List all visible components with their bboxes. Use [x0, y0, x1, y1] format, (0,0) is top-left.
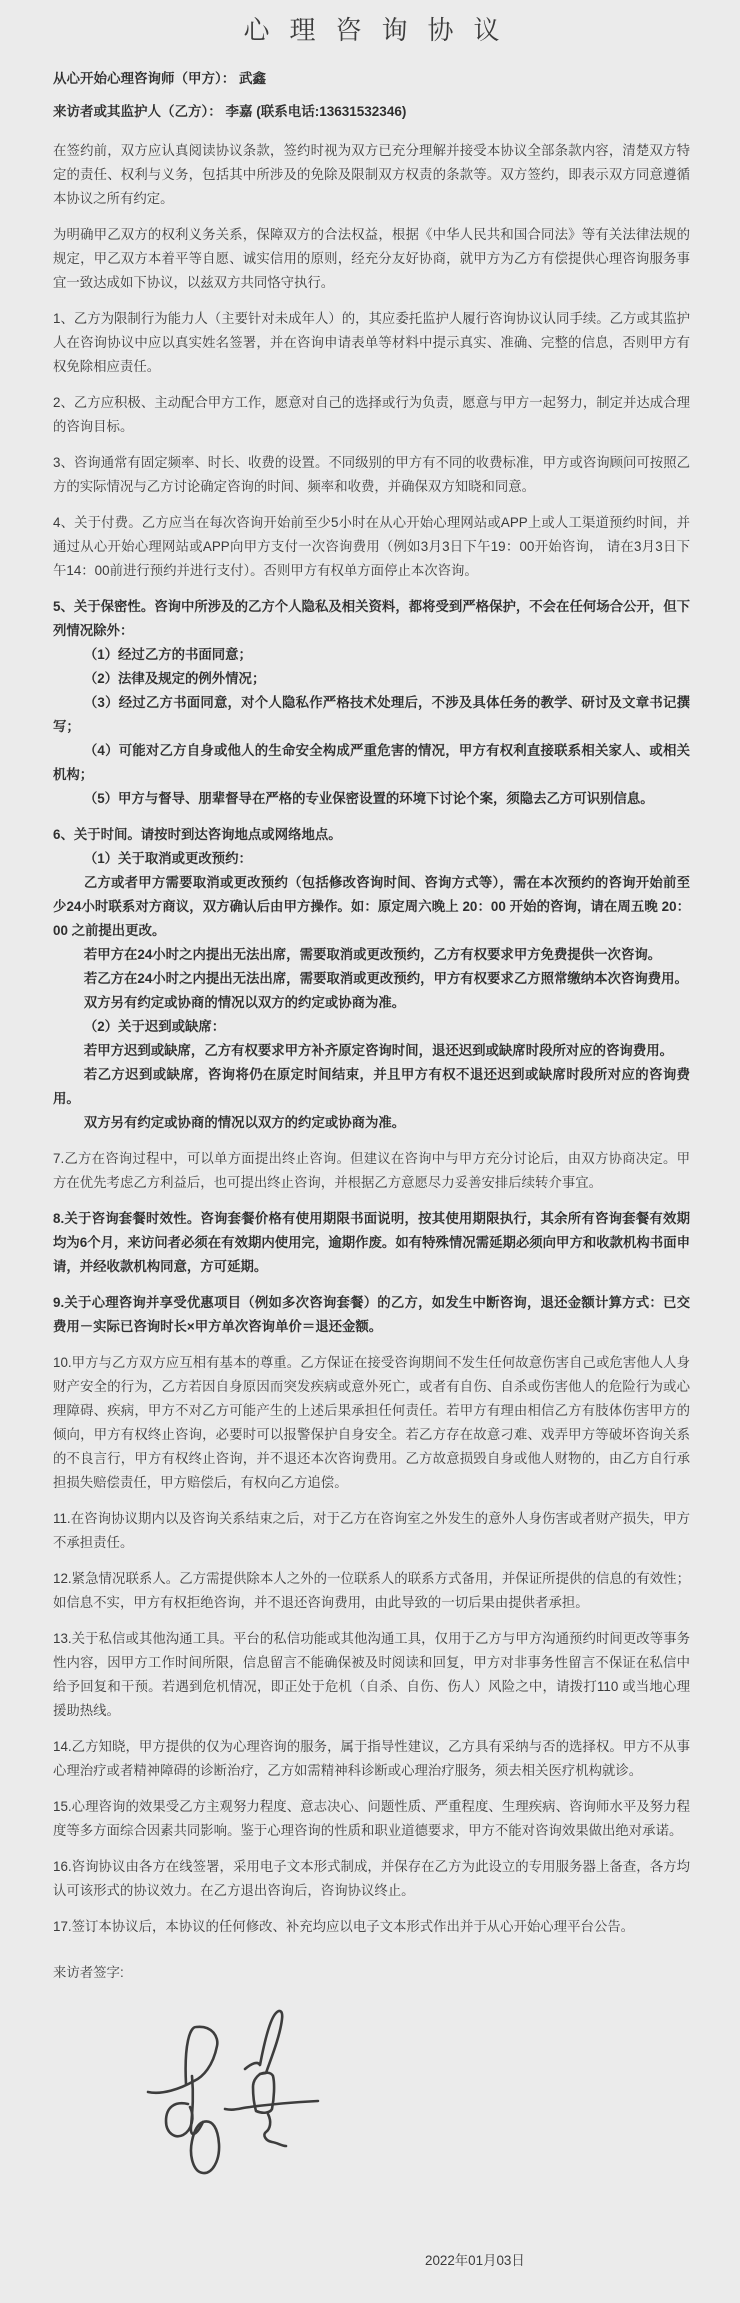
agreement-paragraph: 9.关于心理咨询并享受优惠项目（例如多次咨询套餐）的乙方，如发生中断咨询，退还金额计算方式：已交费用－实际已咨询时长×甲方单次咨询单价＝退还金额。: [53, 1295, 690, 1334]
agreement-paragraph: （5）甲方与督导、朋辈督导在严格的专业保密设置的环境下讨论个案，须隐去乙方可识别信息。: [83, 791, 654, 806]
agreement-paragraph: 若乙方在24小时之内提出无法出席，需要取消或更改预约，甲方有权要求乙方照常缴纳本次咨询费用。: [83, 971, 688, 986]
agreement-paragraph: （1）关于取消或更改预约：: [83, 851, 252, 866]
agreement-paragraph: 若甲方迟到或缺席，乙方有权要求甲方补齐原定咨询时间，退还迟到或缺席时段所对应的咨询费用。: [83, 1043, 673, 1058]
agreement-paragraph: （2）法律及规定的例外情况；: [83, 671, 266, 686]
agreement-paragraph: 为明确甲乙双方的权利义务关系，保障双方的合法权益，根据《中华人民共和国合同法》等有关法律法规的规定，甲乙双方本着平等自愿、诚实信用的原则，经充分友好协商，就甲方为乙方有偿提供心理咨询服务事宜一致达成如下协议，以兹双方共同恪守执行。: [53, 227, 690, 290]
handwritten-signature-strokes: [120, 1989, 380, 2239]
agreement-paragraph: 双方另有约定或协商的情况以双方的约定或协商为准。: [83, 995, 406, 1010]
party-a-line: 从心开始心理咨询师（甲方）： 武鑫: [53, 71, 267, 86]
agreement-paragraph: 12.紧急情况联系人。乙方需提供除本人之外的一位联系人的联系方式备用，并保证所提供的信息的有效性；如信息不实，甲方有权拒绝咨询，并不退还咨询费用，由此导致的一切后果由提供者承担。: [53, 1571, 690, 1610]
agreement-paragraph: （3）经过乙方书面同意，对个人隐私作严格技术处理后，不涉及具体任务的教学、研讨及文章书记撰写；: [53, 695, 690, 734]
agreement-paragraph: 8.关于咨询套餐时效性。咨询套餐价格有使用期限书面说明，按其使用期限执行，其余所有咨询套餐有效期均为6个月，来访问者必须在有效期内使用完，逾期作废。如有特殊情况需延期必须向甲方和收款机构书面申请，并经收款机构同意，方可延期。: [53, 1211, 690, 1274]
agreement-body: [53, 139, 690, 1939]
visitor-signature: [120, 1989, 380, 2239]
agreement-paragraph: 11.在咨询协议期内以及咨询关系结束之后，对于乙方在咨询室之外发生的意外人身伤害或者财产损失，甲方不承担责任。: [53, 1511, 690, 1550]
agreement-paragraph: 14.乙方知晓，甲方提供的仅为心理咨询的服务，属于指导性建议，乙方具有采纳与否的选择权。甲方不从事心理治疗或者精神障碍的诊断治疗，乙方如需精神科诊断或心理治疗服务，须去相关医疗机构就诊。: [53, 1739, 690, 1778]
agreement-paragraph: 3、咨询通常有固定频率、时长、收费的设置。不同级别的甲方有不同的收费标准，甲方或咨询顾问可按照乙方的实际情况与乙方讨论确定咨询的时间、频率和收费，并确保双方知晓和同意。: [53, 455, 690, 494]
agreement-paragraph: 1、乙方为限制行为能力人（主要针对未成年人）的，其应委托监护人履行咨询协议认同手续。乙方或其监护人在咨询协议中应以真实姓名签署，并在咨询申请表单等材料中提示真实、准确、完整的信息，否则甲方有权免除相应责任。: [53, 311, 690, 374]
agreement-paragraph: 乙方或者甲方需要取消或更改预约（包括修改咨询时间、咨询方式等），需在本次预约的咨询开始前至少24小时联系对方商议，双方确认后由甲方操作。如：原定周六晚上 20：00 开始的咨询，请在周五晚 20：00 之前提出更改。: [53, 875, 690, 938]
agreement-paragraph: （4）可能对乙方自身或他人的生命安全构成严重危害的情况，甲方有权利直接联系相关家人、或相关机构；: [53, 743, 690, 782]
party-b-line: 来访者或其监护人（乙方）： 李嘉 (联系电话:13631532346): [53, 104, 407, 119]
agreement-paragraph: 10.甲方与乙方双方应互相有基本的尊重。乙方保证在接受咨询期间不发生任何故意伤害自己或危害他人人身财产安全的行为，乙方若因自身原因而突发疾病或意外死亡，或者有自伤、自杀或伤害他人的危险行为或心理障碍、疾病，甲方不对乙方可能产生的上述后果承担任何责任。若甲方有理由相信乙方有肢体伤害甲方的倾向，甲方有权终止咨询，必要时可以报警保护自身安全。若乙方存在故意刁难、戏弄甲方等破坏咨询关系的不良言行，甲方有权终止咨询，并不退还本次咨询费用。乙方故意损毁自身或他人财物的，由乙方自行承担损失赔偿责任，甲方赔偿后，有权向乙方追偿。: [53, 1355, 690, 1490]
agreement-paragraph: 2、乙方应积极、主动配合甲方工作，愿意对自己的选择或行为负责，愿意与甲方一起努力，制定并达成合理的咨询目标。: [53, 395, 690, 434]
agreement-paragraph: 双方另有约定或协商的情况以双方的约定或协商为准。: [83, 1115, 406, 1130]
agreement-paragraph: 6、关于时间。请按时到达咨询地点或网络地点。: [53, 827, 342, 842]
agreement-paragraph: 17.签订本协议后，本协议的任何修改、补充均应以电子文本形式作出并于从心开始心理平台公告。: [53, 1919, 635, 1934]
agreement-paragraph: （1）经过乙方的书面同意；: [83, 647, 252, 662]
agreement-paragraph: 16.咨询协议由各方在线签署，采用电子文本形式制成，并保存在乙方为此设立的专用服务器上备查，各方均认可该形式的协议效力。在乙方退出咨询后，咨询协议终止。: [53, 1859, 690, 1898]
agreement-paragraph: 4、关于付费。乙方应当在每次咨询开始前至少5小时在从心开始心理网站或APP上或人工渠道预约时间，并通过从心开始心理网站或APP向甲方支付一次咨询费用（例如3月3日下午19：00开始咨询， 请在3月3日下午14：00前进行预约并进行支付）。否则甲方有权单方面停止本次咨询。: [53, 515, 690, 578]
agreement-paragraph: 7.乙方在咨询过程中，可以单方面提出终止咨询。但建议在咨询中与甲方充分讨论后，由双方协商决定。甲方在优先考虑乙方利益后，也可提出终止咨询，并根据乙方意愿尽力妥善安排后续转介事宜。: [53, 1151, 690, 1190]
agreement-paragraph: （2）关于迟到或缺席：: [83, 1019, 226, 1034]
agreement-paragraph: 若甲方在24小时之内提出无法出席，需要取消或更改预约，乙方有权要求甲方免费提供一次咨询。: [83, 947, 662, 962]
document-date: 2022年01月03日: [425, 2253, 525, 2268]
agreement-paragraph: 若乙方迟到或缺席，咨询将仍在原定时间结束，并且甲方有权不退还迟到或缺席时段所对应的咨询费用。: [53, 1067, 690, 1106]
agreement-paragraph: 13.关于私信或其他沟通工具。平台的私信功能或其他沟通工具，仅用于乙方与甲方沟通预约时间更改等事务性内容，因甲方工作时间所限，信息留言不能确保被及时阅读和回复，甲方对非事务性留言不保证在私信中给予回复和干预。若遇到危机情况，即正处于危机（自杀、自伤、伤人）风险之中，请拨打110 或当地心理援助热线。: [53, 1631, 690, 1718]
agreement-paragraph: 15.心理咨询的效果受乙方主观努力程度、意志决心、问题性质、严重程度、生理疾病、咨询师水平及努力程度等多方面综合因素共同影响。鉴于心理咨询的性质和职业道德要求，甲方不能对咨询效果做出绝对承诺。: [53, 1799, 690, 1838]
agreement-paragraph: 在签约前，双方应认真阅读协议条款，签约时视为双方已充分理解并接受本协议全部条款内容，清楚双方特定的责任、权利与义务，包括其中所涉及的免除及限制双方权责的条款等。双方签约，即表示双方同意遵循本协议之所有约定。: [53, 143, 690, 206]
agreement-paragraph: 5、关于保密性。咨询中所涉及的乙方个人隐私及相关资料，都将受到严格保护，不会在任何场合公开，但下列情况除外：: [53, 599, 690, 638]
visitor-signature-label: 来访者签字:: [53, 1965, 124, 1980]
page-title: 心理咨询协议: [243, 15, 520, 45]
